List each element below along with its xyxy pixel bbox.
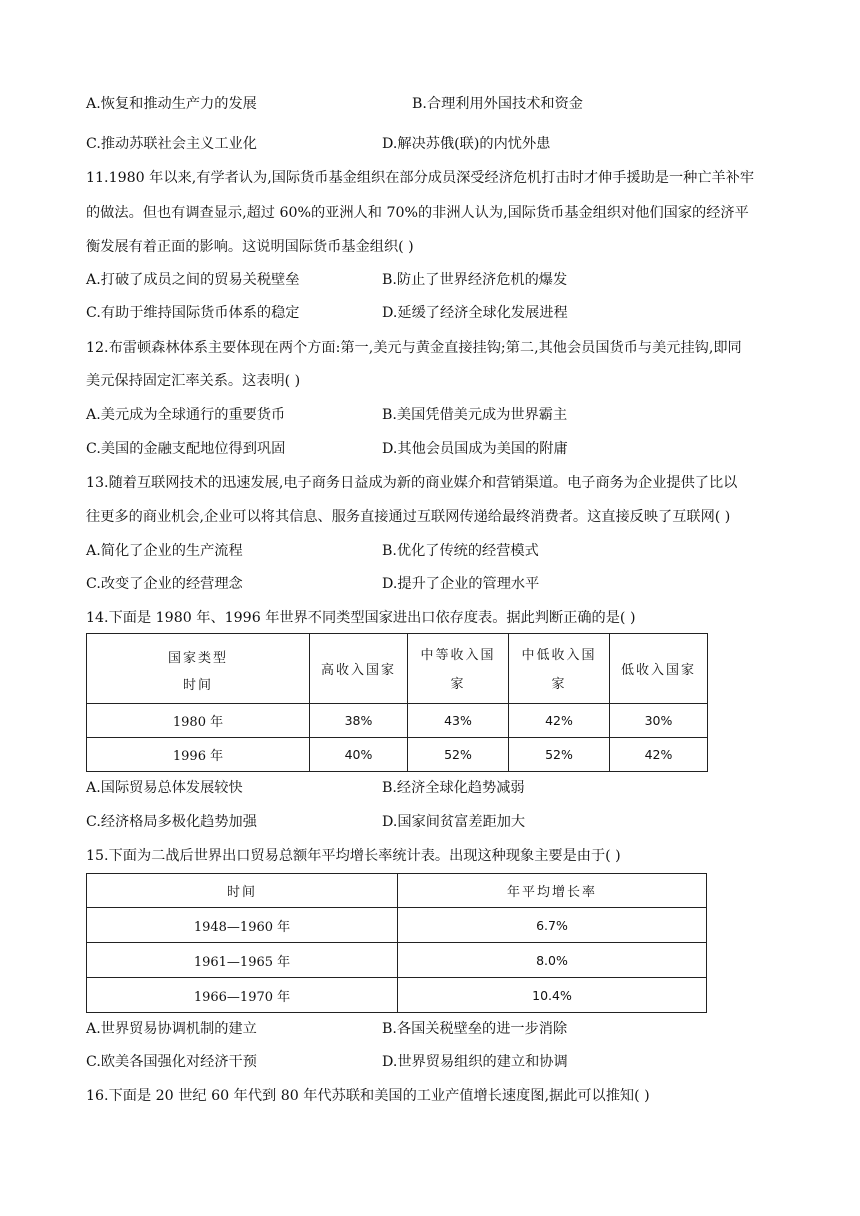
q14-option-row-2 — [86, 812, 776, 832]
q15-option-a[interactable]: A.世界贸易协调机制的建立 — [86, 1021, 257, 1037]
q14-header-line-1: 高收入国家 — [320, 663, 396, 678]
q15-header-rate: 年平均增长率 — [398, 874, 707, 908]
q13-stem-line-1: 13.随着互联网技术的迅速发展,电子商务日益成为新的商业媒介和营销渠道。电子商务为企业提供了比以 — [86, 475, 738, 491]
q14-header-cell — [509, 634, 610, 704]
q11-stem-line-1: 11.1980 年以来,有学者认为,国际货币基金组织在部分成员深受经济危机打击时才伸手援助是一种亡羊补牢 — [86, 170, 755, 186]
q15-period-cell: 1948—1960 年 — [87, 908, 398, 943]
q14-value-cell: 30% — [610, 704, 708, 738]
q14-option-row-1 — [86, 778, 776, 798]
q11-option-b[interactable]: B.防止了世界经济危机的爆发 — [382, 272, 568, 288]
q15-rate-cell: 8.0% — [398, 943, 707, 978]
table-row — [87, 943, 707, 978]
q10-option-row-1 — [86, 94, 776, 114]
q14-value-cell: 42% — [610, 738, 708, 772]
q11-option-a[interactable]: A.打破了成员之间的贸易关税壁垒 — [86, 272, 300, 288]
q15-option-row-1 — [86, 1019, 776, 1039]
table-row — [87, 738, 708, 772]
q10-option-b[interactable]: B.合理利用外国技术和资金 — [412, 96, 583, 112]
q14-option-b[interactable]: B.经济全球化趋势减弱 — [382, 780, 525, 796]
q11-option-d[interactable]: D.延缓了经济全球化发展进程 — [382, 305, 568, 321]
q14-value-cell: 52% — [408, 738, 509, 772]
q10-option-c[interactable]: C.推动苏联社会主义工业化 — [86, 136, 257, 152]
q14-header-cell — [408, 634, 509, 704]
q14-option-d[interactable]: D.国家间贫富差距加大 — [382, 814, 526, 830]
q15-growth-table — [86, 873, 707, 1013]
q14-header-line-2: 家 — [450, 676, 466, 692]
q12-option-b[interactable]: B.美国凭借美元成为世界霸主 — [382, 407, 568, 423]
q11-stem-line-2: 的做法。但也有调查显示,超过 60%的亚洲人和 70%的非洲人认为,国际货币基金组织对他们国家的经济平 — [86, 205, 749, 221]
q14-option-a[interactable]: A.国际贸易总体发展较快 — [86, 780, 243, 796]
table-row — [87, 978, 707, 1013]
q14-value-cell: 52% — [509, 738, 610, 772]
q14-value-cell: 43% — [408, 704, 509, 738]
q14-value-cell: 40% — [310, 738, 408, 772]
q10-option-row-2 — [86, 134, 776, 154]
q15-stem: 15.下面为二战后世界出口贸易总额年平均增长率统计表。出现这种现象主要是由于( ) — [86, 848, 621, 864]
q14-year-cell: 1980 年 — [87, 704, 310, 738]
q14-year-cell: 1996 年 — [87, 738, 310, 772]
q12-option-row-1 — [86, 405, 776, 425]
q12-stem-line-1: 12.布雷顿森林体系主要体现在两个方面:第一,美元与黄金直接挂钩;第二,其他会员国货币与美元挂钩,即同 — [86, 340, 742, 356]
q14-header-line-1: 低收入国家 — [620, 663, 696, 678]
q14-dependency-table — [86, 633, 708, 772]
q14-corner-cell — [87, 634, 310, 704]
table-row — [87, 704, 708, 738]
q14-stem: 14.下面是 1980 年、1996 年世界不同类型国家进出口依存度表。据此判断正确的是( ) — [86, 610, 636, 626]
q14-corner-bottom: 时间 — [182, 677, 213, 693]
q15-option-b[interactable]: B.各国关税壁垒的进一步消除 — [382, 1021, 568, 1037]
q12-option-c[interactable]: C.美国的金融支配地位得到巩固 — [86, 441, 286, 457]
q13-option-row-1 — [86, 541, 776, 561]
q14-value-cell: 38% — [310, 704, 408, 738]
q11-option-c[interactable]: C.有助于维持国际货币体系的稳定 — [86, 305, 300, 321]
q13-stem-line-2: 往更多的商业机会,企业可以将其信息、服务直接通过互联网传递给最终消费者。这直接反映了互联网( ) — [86, 509, 731, 525]
q14-header-cell — [610, 634, 708, 704]
q15-period-cell: 1966—1970 年 — [87, 978, 398, 1013]
q13-option-c[interactable]: C.改变了企业的经营理念 — [86, 576, 243, 592]
q12-option-a[interactable]: A.美元成为全球通行的重要货币 — [86, 407, 286, 423]
q12-option-d[interactable]: D.其他会员国成为美国的附庸 — [382, 441, 568, 457]
q14-value-cell: 42% — [509, 704, 610, 738]
q14-corner-top: 国家类型 — [167, 650, 228, 666]
table-row — [87, 908, 707, 943]
q13-option-b[interactable]: B.优化了传统的经营模式 — [382, 543, 539, 559]
q15-rate-cell: 6.7% — [398, 908, 707, 943]
q11-stem-line-3: 衡发展有着正面的影响。这说明国际货币基金组织( ) — [86, 239, 414, 255]
q13-option-row-2 — [86, 574, 776, 594]
q12-stem-line-2: 美元保持固定汇率关系。这表明( ) — [86, 373, 301, 389]
q11-option-row-2 — [86, 303, 776, 323]
q13-option-a[interactable]: A.简化了企业的生产流程 — [86, 543, 243, 559]
q11-option-row-1 — [86, 270, 776, 290]
q15-option-d[interactable]: D.世界贸易组织的建立和协调 — [382, 1054, 568, 1070]
q14-header-row — [87, 634, 708, 704]
q16-stem: 16.下面是 20 世纪 60 年代到 80 年代苏联和美国的工业产值增长速度图,据此可以推知( ) — [86, 1088, 650, 1104]
q14-header-line-2: 家 — [551, 676, 567, 692]
q14-header-line-1: 中等收入国 — [420, 647, 496, 663]
q10-option-a[interactable]: A.恢复和推动生产力的发展 — [86, 96, 257, 112]
q15-rate-cell: 10.4% — [398, 978, 707, 1013]
q15-header-row — [87, 874, 707, 908]
q12-option-row-2 — [86, 439, 776, 459]
q13-option-d[interactable]: D.提升了企业的管理水平 — [382, 576, 540, 592]
q14-header-cell — [310, 634, 408, 704]
q14-option-c[interactable]: C.经济格局多极化趋势加强 — [86, 814, 257, 830]
q15-option-c[interactable]: C.欧美各国强化对经济干预 — [86, 1054, 257, 1070]
q15-header-time: 时间 — [87, 874, 398, 908]
q15-period-cell: 1961—1965 年 — [87, 943, 398, 978]
q14-header-line-1: 中低收入国 — [521, 647, 597, 663]
q10-option-d[interactable]: D.解决苏俄(联)的内忧外患 — [382, 136, 551, 152]
q15-option-row-2 — [86, 1052, 776, 1072]
